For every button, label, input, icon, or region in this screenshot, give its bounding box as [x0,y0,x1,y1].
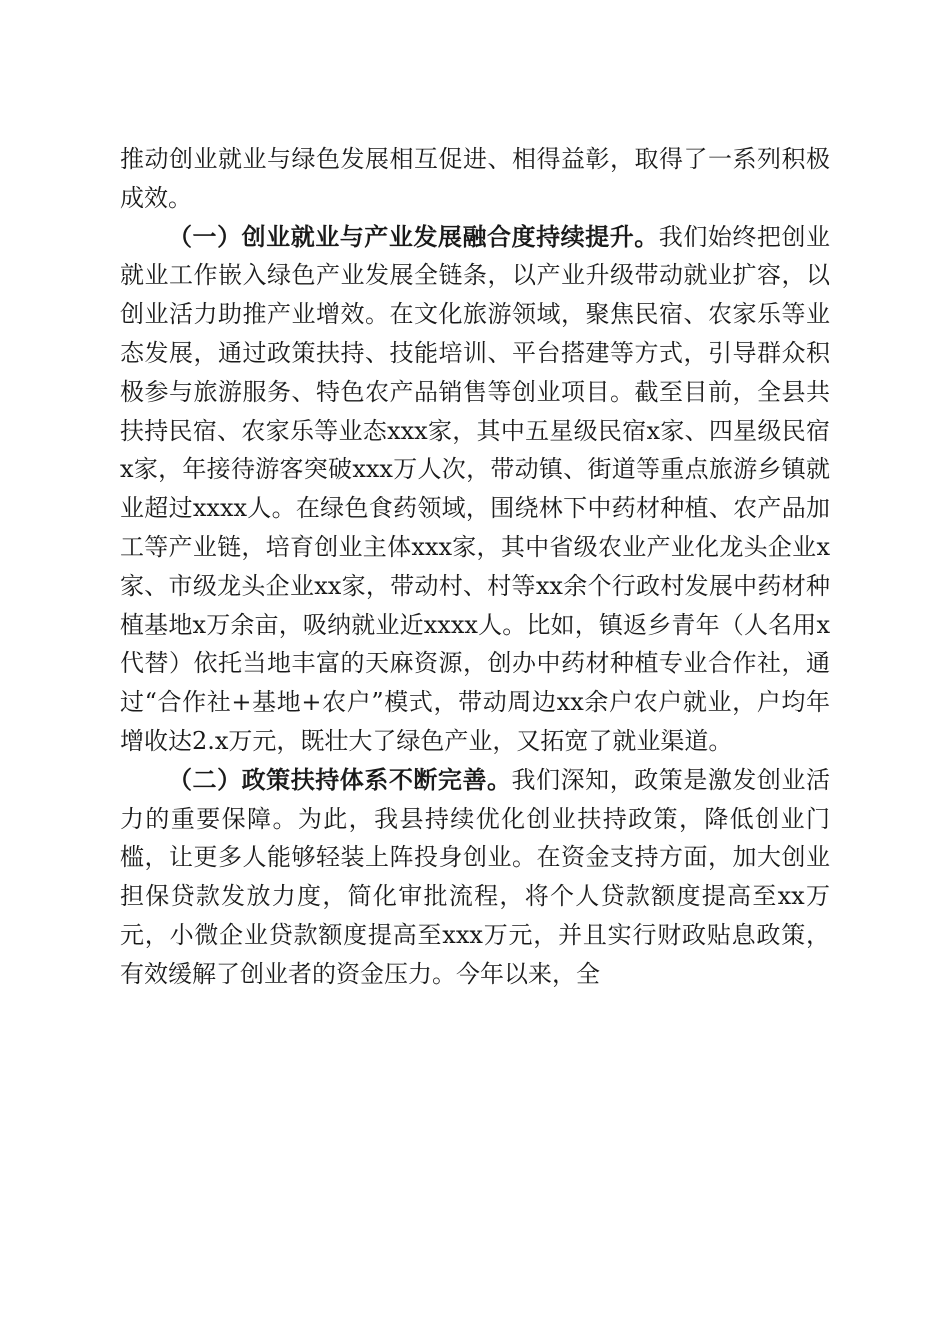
section-heading: （二）政策扶持体系不断完善。 [168,765,512,794]
paragraph-section-2 [120,761,830,994]
paragraph-intro [120,140,830,218]
section-heading: （一）创业就业与产业发展融合度持续提升。 [168,222,659,251]
document-page [120,140,830,994]
paragraph-text: 我们深知，政策是激发创业活力的重要保障。为此，我县持续优化创业扶持政策，降低创业门槛，让更多人能够轻装上阵投身创业。在资金支持方面，加大创业担保贷款发放力度，简化审批流程，将个人贷款额度提高至xx万元，小微企业贷款额度提高至xxx万元，并且实行财政贴息政策，有效缓解了创业者的资金压力。今年以来，全 [120,765,831,988]
paragraph-text: 推动创业就业与绿色发展相互促进、相得益彰，取得了一系列积极成效。 [120,145,830,212]
paragraph-text: 我们始终把创业就业工作嵌入绿色产业发展全链条，以产业升级带动就业扩容，以创业活力助推产业增效。在文化旅游领域，聚焦民宿、农家乐等业态发展，通过政策扶持、技能培训、平台搭建等方式，引导群众积极参与旅游服务、特色农产品销售等创业项目。截至目前，全县共扶持民宿、农家乐等业态xxx家，其中五星级民宿x家、四星级民宿x家，年接待游客突破xxx万人次，带动镇、街道等重点旅游乡镇就业超过xxxx人。在绿色食药领域，围绕林下中药材种植、农产品加工等产业链，培育创业主体xxx家，其中省级农业产业化龙头企业x家、市级龙头企业xx家，带动村、村等xx余个行政村发展中药材种植基地x万余亩，吸纳就业近xxxx人。比如，镇返乡青年（人名用x代替）依托当地丰富的天麻资源，创办中药材种植专业合作社，通过“合作社+基地+农户”模式，带动周边xx余户农户就业，户均年增收达2.x万元，既壮大了绿色产业，又拓宽了就业渠道。 [120,222,831,755]
paragraph-section-1 [120,218,830,761]
